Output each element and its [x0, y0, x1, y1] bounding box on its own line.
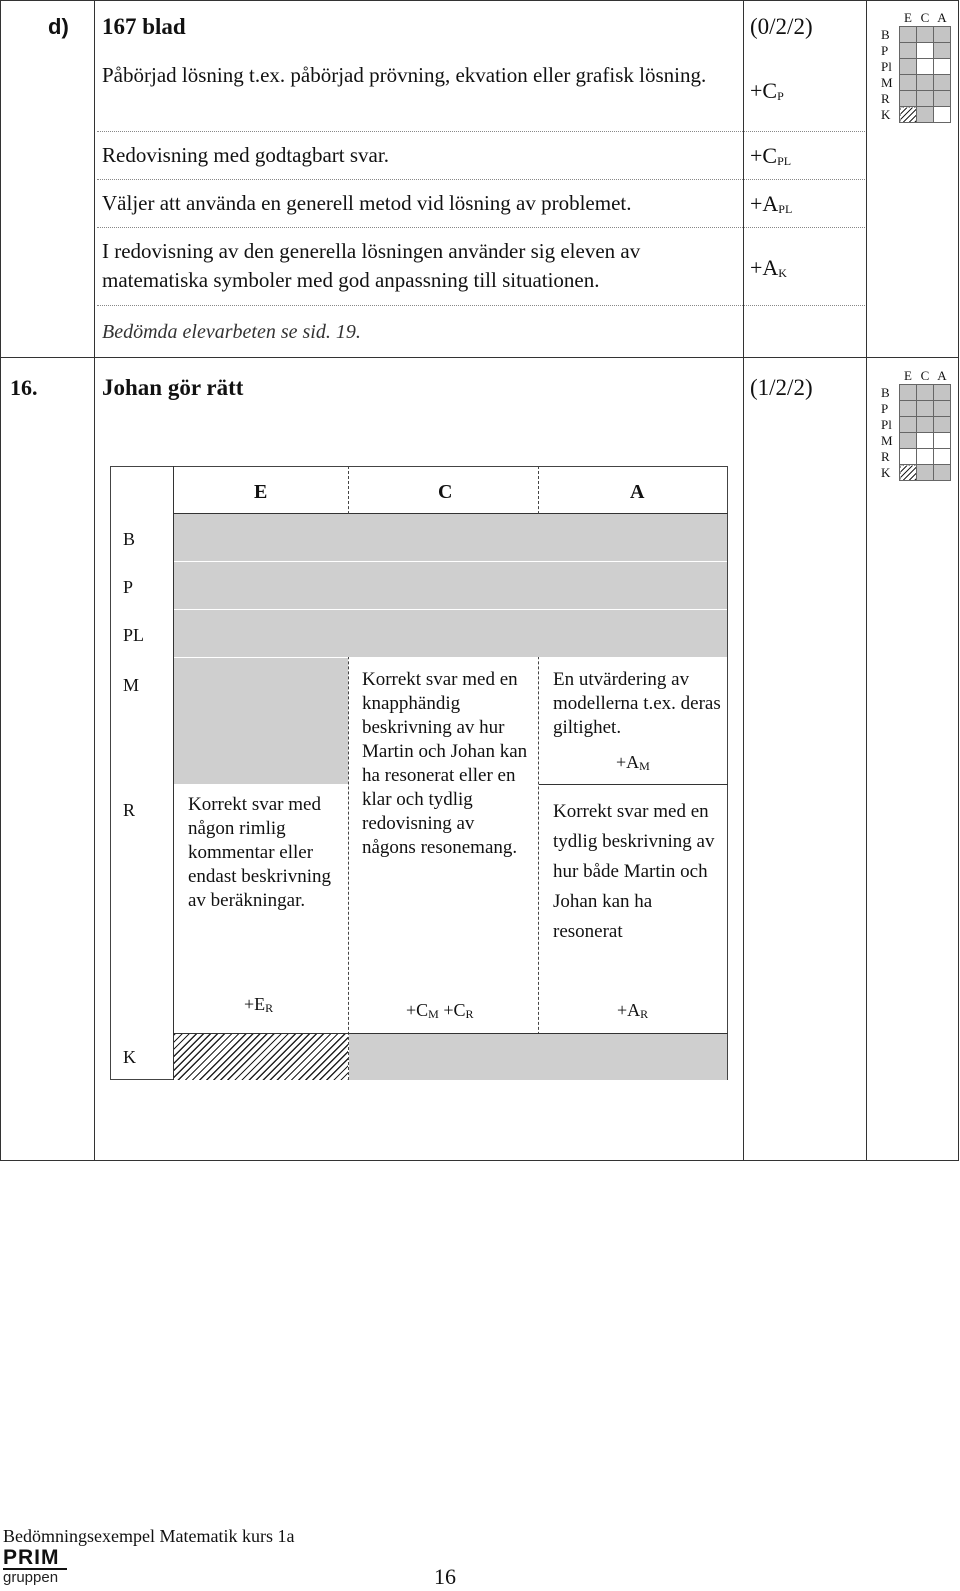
part-title: 167 blad	[102, 14, 186, 39]
criterion-score: $+A_K$	[750, 255, 787, 280]
criterion-text: Påbörjad lösning t.ex. påbörjad prövning, ekvation eller grafisk lösning.	[102, 63, 707, 87]
row-divider	[97, 179, 865, 180]
criterion-score: $+A_{PL}$	[750, 191, 793, 216]
prim-logo: PRIM gruppen	[3, 1548, 73, 1585]
task-title: Johan gör rätt	[102, 375, 244, 400]
e-score: $+E_R$	[244, 994, 274, 1015]
matrix-row-K: K	[123, 1047, 136, 1067]
frame-left	[0, 0, 1, 1160]
frame-right	[958, 0, 959, 1160]
frame-label-col	[94, 0, 95, 1160]
task-number: 16.	[10, 375, 38, 400]
frame-grid-col	[866, 0, 867, 1160]
assessed-work-note: Bedömda elevarbeten se sid. 19.	[102, 321, 361, 343]
matrix-col-C: C	[438, 481, 453, 503]
matrix-col-E: E	[254, 481, 268, 503]
row-divider	[97, 227, 865, 228]
footer-title: Bedömningsexempel Matematik kurs 1a	[3, 1526, 295, 1546]
page-number: 16	[434, 1564, 456, 1589]
criterion-score: $+C_{PL}$	[750, 143, 792, 168]
matrix-row-P: P	[123, 577, 134, 597]
row-divider	[97, 305, 865, 306]
matrix-row-M: M	[123, 675, 140, 695]
criteria-mini-grid: E C A B P Pl M R K	[880, 10, 956, 123]
criterion-text: I redovisning av den generella lösningen använder sig eleven av matematiska symboler med god anpassning till situationen.	[102, 239, 641, 292]
frame-top	[0, 0, 959, 1]
c-mr-description: Korrekt svar med en knapphändig beskrivning av hur Martin och Johan kan ha resonerat eller en klar och tydlig redovisning av någons resonemang.	[362, 669, 528, 858]
matrix-row-PL: PL	[123, 625, 145, 645]
matrix-row-B: B	[123, 529, 136, 549]
part-points: (0/2/2)	[750, 14, 813, 39]
criterion-score: $+C_P$	[750, 78, 784, 103]
criterion-text: Väljer att använda en generell metod vid lösning av problemet.	[102, 191, 632, 215]
frame-score-col	[743, 0, 744, 1160]
task-points: (1/2/2)	[750, 375, 813, 400]
criterion-text: Redovisning med godtagbart svar.	[102, 143, 389, 167]
a-r-description: Korrekt svar med en tydlig beskrivning av hur både Martin och Johan kan ha resonerat	[553, 801, 715, 942]
frame-mid	[0, 357, 959, 358]
row-divider	[97, 131, 865, 132]
criteria-mini-grid: E C A B P Pl M R K	[880, 368, 956, 481]
a-m-description: En utvärdering av modellerna t.ex. deras giltighet.	[553, 669, 721, 738]
matrix-col-A: A	[630, 481, 645, 503]
matrix-row-R: R	[123, 800, 136, 820]
frame-bottom	[0, 1160, 959, 1161]
a-m-score: $+A_M$	[616, 752, 650, 773]
part-label: d)	[48, 14, 69, 39]
c-score: $+C_M +C_R$	[406, 1000, 474, 1021]
a-score: $+A_R$	[617, 1000, 649, 1021]
e-r-description: Korrekt svar med någon rimlig kommentar eller endast beskrivning av beräkningar.	[188, 794, 332, 911]
